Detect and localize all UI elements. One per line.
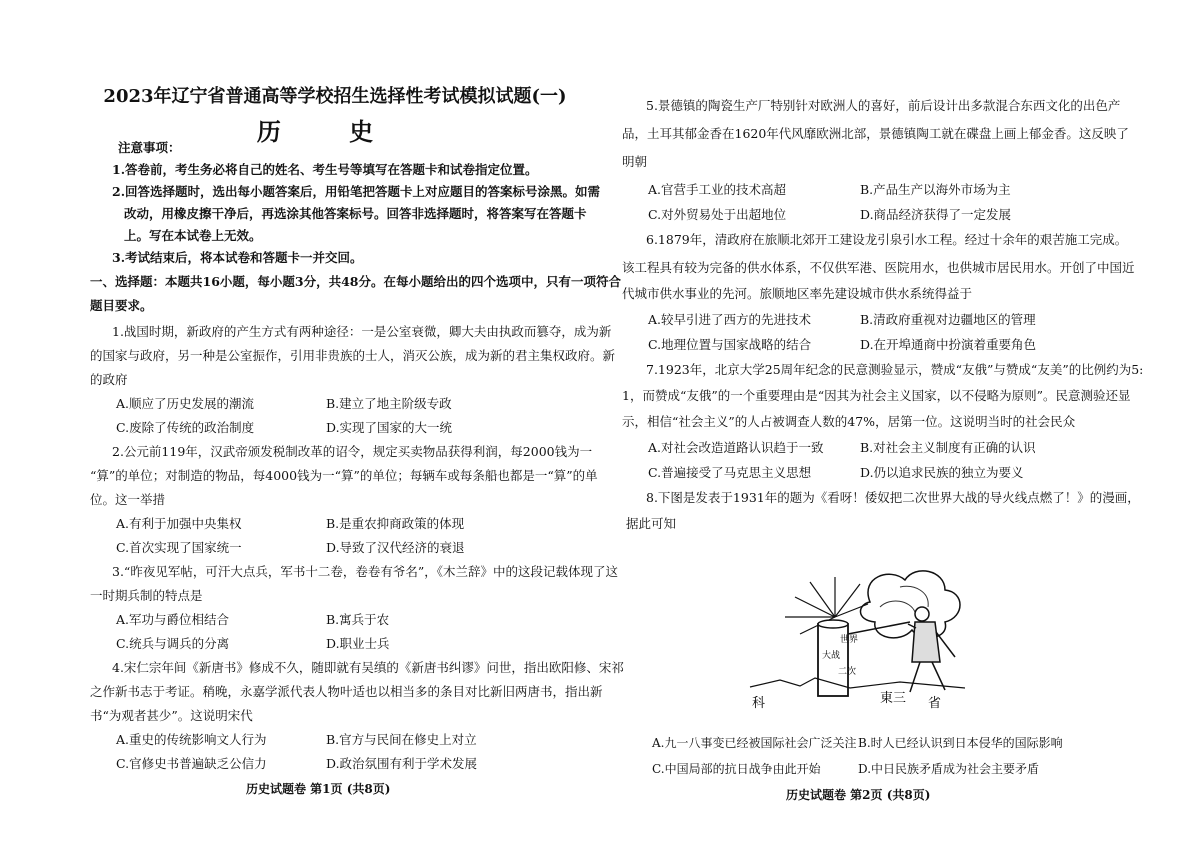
question-text: 该工程具有较为完备的供水体系，不仅供军港、医院用水，也供城市居民用水。开创了中国近 <box>622 260 1135 275</box>
question-text: 的政府 <box>90 372 128 387</box>
option-b: B.寓兵于农 <box>326 612 390 627</box>
question-text: 6.1879年，清政府在旅顺北郊开工建设龙引泉引水工程。经过十余年的艰苦施工完成。 <box>646 232 1128 247</box>
firecracker-label: 二次 <box>838 667 857 677</box>
firecracker-top <box>818 620 848 628</box>
note-line: 2.回答选择题时，选出每小题答案后，用铅笔把答题卡上对应题目的答案标号涂黑。如需 <box>112 184 601 199</box>
notes-heading: 注意事项： <box>118 140 181 155</box>
question-text: 示，相信“社会主义”的人占被调查人数的47%，居第一位。这说明当时的社会民众 <box>622 414 1076 429</box>
firecracker-label: 世界 <box>840 635 859 645</box>
question-text: 品，土耳其郁金香在1620年代风靡欧洲北部，景德镇陶工就在碟盘上画上郁金香。这反映了 <box>622 126 1129 141</box>
question-text: 一时期兵制的特点是 <box>90 588 203 603</box>
question-text: 2.公元前119年，汉武帝颁发税制改革的诏令，规定买卖物品获得利润，每2000钱为一 <box>112 444 593 459</box>
option-d: D.职业士兵 <box>326 636 390 651</box>
option-a: A.有利于加强中央集权 <box>116 516 242 531</box>
option-d: D.商品经济获得了一定发展 <box>860 207 1012 222</box>
question-text: 书“为观者甚少”。这说明宋代 <box>90 708 253 723</box>
question-text: 4.宋仁宗年间《新唐书》修成不久，随即就有吴缜的《新唐书纠谬》问世，指出欧阳修、宋祁 <box>112 660 624 675</box>
option-a: A.官营手工业的技术高超 <box>648 182 787 197</box>
question-text: 1.战国时期，新政府的产生方式有两种途径：一是公室衰微，卿大夫由执政而篡夺，成为新 <box>112 324 612 339</box>
firecracker-label: 大战 <box>822 651 841 661</box>
smoke-cloud <box>860 571 960 638</box>
cartoon-text: 東三 <box>880 691 907 706</box>
option-c: C.官修史书普遍缺乏公信力 <box>116 756 267 771</box>
question-text: 3.“昨夜见军帖，可汗大点兵，军书十二卷，卷卷有爷名”，《木兰辞》中的这段记载体现了这 <box>112 564 618 579</box>
exam-title: 2023年辽宁省普通高等学校招生选择性考试模拟试题(一) <box>103 86 567 107</box>
option-a: A.对社会改造道路认识趋于一致 <box>648 440 824 455</box>
page-footer: 历史试题卷 第1页 (共8页) <box>246 782 391 796</box>
note-line: 3.考试结束后，将本试卷和答题卡一并交回。 <box>112 250 363 265</box>
section-heading: 一、选择题：本题共16小题，每小题3分，共48分。在每小题给出的四个选项中，只有一项符合 <box>90 274 621 289</box>
option-a: A.重史的传统影响文人行为 <box>116 732 267 747</box>
option-c: C.中国局部的抗日战争由此开始 <box>652 762 821 776</box>
note-line: 上。写在本试卷上无效。 <box>124 228 262 243</box>
question-text: “算”的单位；对制造的物品，每4000钱为一“算”的单位；每辆车或每条船也都是一“算”的单 <box>90 468 598 483</box>
option-c: C.对外贸易处于出超地位 <box>648 207 787 222</box>
option-a: A.军功与爵位相结合 <box>116 612 230 627</box>
question-text: 5.景德镇的陶瓷生产厂特别针对欧洲人的喜好，前后设计出多款混合东西文化的出色产 <box>646 98 1121 113</box>
cartoon-illustration <box>740 562 970 712</box>
smoke-swirl <box>880 586 928 612</box>
option-a: A.九一八事变已经被国际社会广泛关注 <box>652 736 857 750</box>
option-c: C.普遍接受了马克思主义思想 <box>648 465 812 480</box>
option-d: D.中日民族矛盾成为社会主要矛盾 <box>858 762 1040 776</box>
cartoon-text: 省 <box>928 696 942 711</box>
option-a: A.顺应了历史发展的潮流 <box>116 396 255 411</box>
question-text: 的国家与政府，另一种是公室振作，引用非贵族的士人，消灭公族，成为新的君主集权政府。新 <box>90 348 616 363</box>
option-b: B.清政府重视对边疆地区的管理 <box>860 312 1036 327</box>
question-text: 位。这一举措 <box>90 492 166 507</box>
question-text: 7.1923年，北京大学25周年纪念的民意测验显示，赞成“友俄”与赞成“友美”的比例约为5: <box>646 362 1144 377</box>
option-d: D.政治氛围有利于学术发展 <box>326 756 478 771</box>
option-b: B.是重农抑商政策的体现 <box>326 516 465 531</box>
option-c: C.统兵与调兵的分离 <box>116 636 230 651</box>
question-text: 之作新书志于考证。稍晚，永嘉学派代表人物叶适也以相当多的条目对比新旧两唐书，指出新 <box>90 684 603 699</box>
option-d: D.导致了汉代经济的衰退 <box>326 540 465 555</box>
question-text: 据此可知 <box>626 516 677 531</box>
option-c: C.首次实现了国家统一 <box>116 540 242 555</box>
question-text: 8.下图是发表于1931年的题为《看呀！倭奴把二次世界大战的导火线点燃了！》的漫画， <box>646 490 1140 505</box>
note-line: 1.答卷前，考生务必将自己的姓名、考生号等填写在答题卡和试卷指定位置。 <box>112 162 538 177</box>
figure-igniter <box>908 607 955 692</box>
option-b: B.时人已经认识到日本侵华的国际影响 <box>858 736 1063 750</box>
question-text: 明朝 <box>622 154 648 169</box>
section-heading: 题目要求。 <box>90 298 153 313</box>
page-footer: 历史试题卷 第2页 (共8页) <box>786 788 931 802</box>
cartoon-text: 科 <box>752 696 766 711</box>
option-b: B.对社会主义制度有正确的认识 <box>860 440 1036 455</box>
option-c: C.地理位置与国家战略的结合 <box>648 337 812 352</box>
option-b: B.产品生产以海外市场为主 <box>860 182 1011 197</box>
question-text: 1，而赞成“友俄”的一个重要理由是“因其为社会主义国家，以不侵略为原则”。民意测验还显 <box>622 388 1131 403</box>
option-a: A.较早引进了西方的先进技术 <box>648 312 812 327</box>
subject-title: 历 史 <box>256 117 404 146</box>
question-text: 代城市供水事业的先河。旅顺地区率先建设城市供水系统得益于 <box>622 286 973 301</box>
option-d: D.在开埠通商中扮演着重要角色 <box>860 337 1037 352</box>
option-d: D.实现了国家的大一统 <box>326 420 453 435</box>
ground-line <box>750 678 965 688</box>
note-line: 改动，用橡皮擦干净后，再选涂其他答案标号。回答非选择题时，将答案写在答题卡 <box>124 206 587 221</box>
option-b: B.官方与民间在修史上对立 <box>326 732 477 747</box>
option-b: B.建立了地主阶级专政 <box>326 396 452 411</box>
option-c: C.废除了传统的政治制度 <box>116 420 255 435</box>
option-d: D.仍以追求民族的独立为要义 <box>860 465 1024 480</box>
